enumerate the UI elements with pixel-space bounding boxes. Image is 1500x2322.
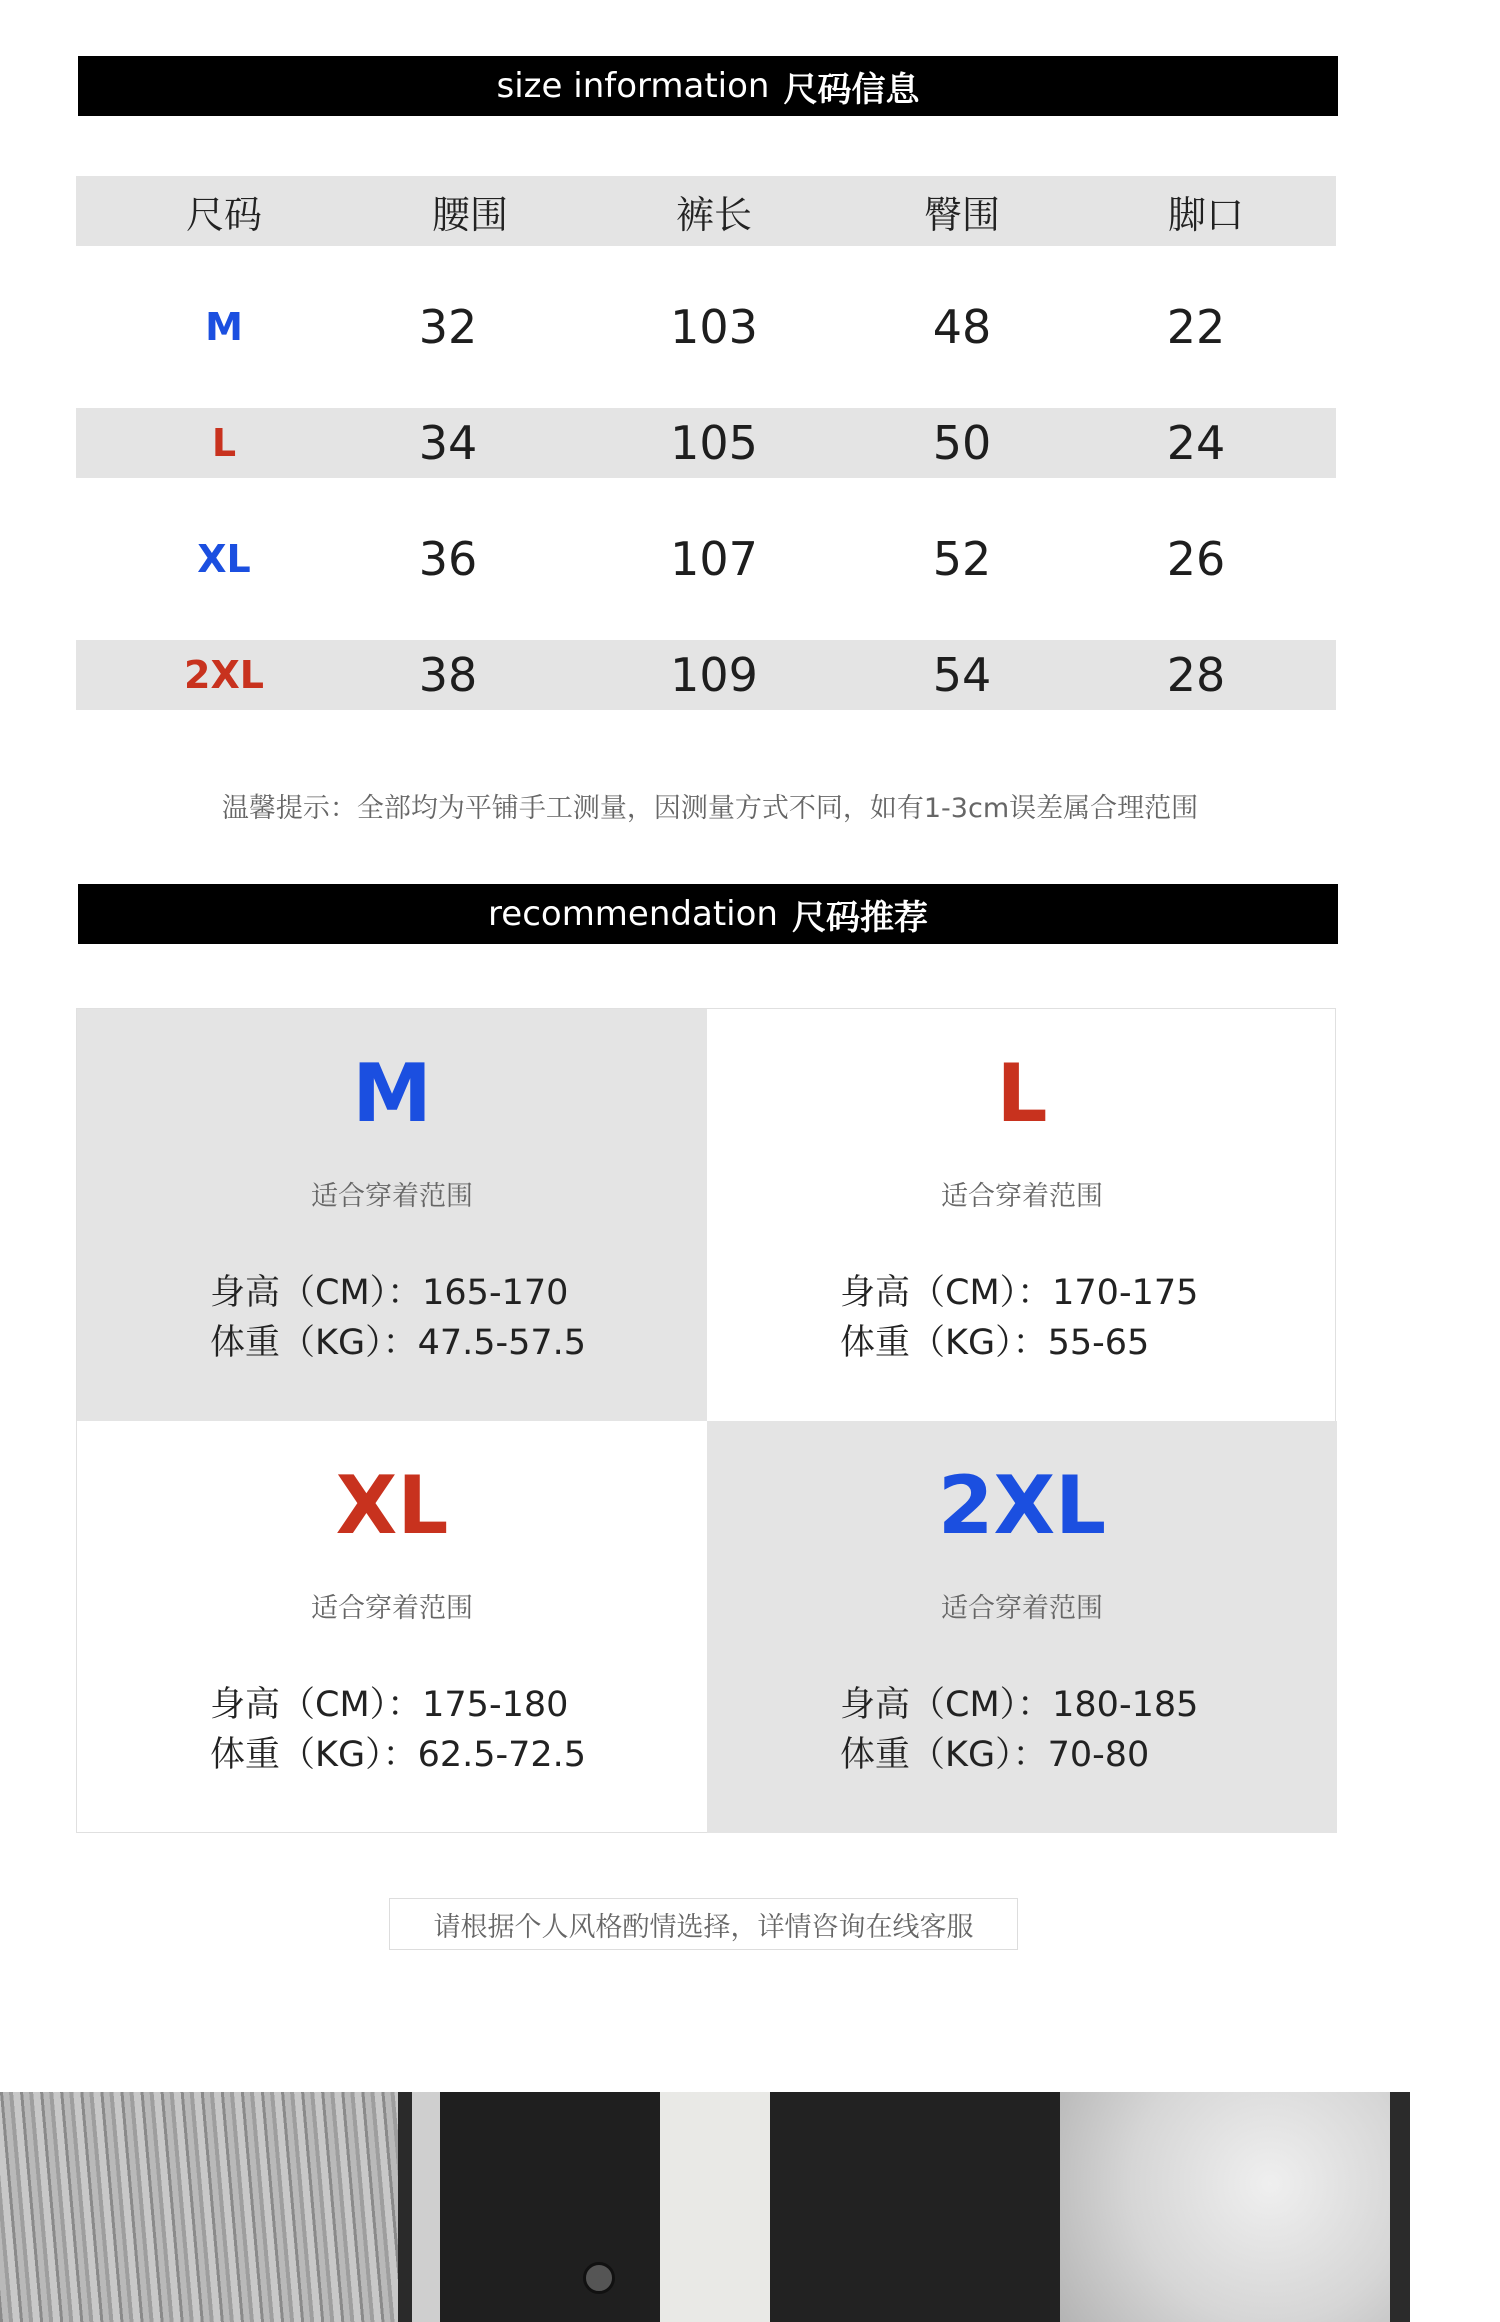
selection-note: 请根据个人风格酌情选择，详情咨询在线客服 [389,1898,1018,1950]
card-fit-caption: 适合穿着范围 [941,1181,1103,1212]
waist-value: 32 [418,300,478,354]
measurement-tip: 温馨提示：全部均为平铺手工测量，因测量方式不同，如有1-3cm误差属合理范围 [221,793,1199,824]
length-value: 105 [670,416,758,470]
waist-value: 38 [418,648,478,702]
recommendation-card-2xl [707,1421,1337,1833]
column-header-waist: 腰围 [431,192,509,237]
size-label-m: M [205,305,243,349]
column-header-leg-opening: 脚口 [1167,192,1245,237]
card-size-label: L [996,1047,1048,1140]
size-label-xl: XL [197,537,251,581]
column-header-hip: 臀围 [923,192,1001,237]
card-height-range: 身高（CM）：170-175 [840,1273,1199,1313]
recommendation-title-en: recommendation [488,894,778,934]
size-label-2xl: 2XL [184,653,264,697]
hip-value: 54 [932,648,992,702]
jacket-button [583,2262,615,2294]
card-size-label: XL [335,1459,449,1552]
length-value: 103 [670,300,758,354]
card-fit-caption: 适合穿着范围 [311,1181,473,1212]
table-row-xl [76,524,1336,594]
card-fit-caption: 适合穿着范围 [941,1593,1103,1624]
size-label-l: L [211,421,237,465]
leg-opening-value: 22 [1166,300,1226,354]
recommendation-title-cn: 尺码推荐 [791,897,928,938]
leg-opening-value: 24 [1166,416,1226,470]
recommendation-card-l [707,1009,1337,1421]
hip-value: 50 [932,416,992,470]
card-size-label: M [352,1047,432,1140]
leg-opening-value: 26 [1166,532,1226,586]
size-table-header-row [76,176,1336,246]
waist-value: 36 [418,532,478,586]
size-information-header [78,56,1338,116]
table-row-m [76,292,1336,362]
waist-value: 34 [418,416,478,470]
textured-wall [1060,2092,1410,2322]
size-information-title-cn: 尺码信息 [783,69,920,110]
hip-value: 48 [932,300,992,354]
leg-opening-value: 28 [1166,648,1226,702]
wood-artwork [0,2092,400,2322]
card-height-range: 身高（CM）：175-180 [210,1685,569,1725]
jacket-left-panel [440,2092,690,2322]
dark-edge [1390,2092,1410,2322]
table-row-l [76,408,1336,478]
card-size-label: 2XL [937,1459,1107,1552]
length-value: 109 [670,648,758,702]
recommendation-header [78,884,1338,944]
size-table [76,176,1336,710]
card-weight-range: 体重（KG）：70-80 [840,1735,1150,1775]
recommendation-grid [76,1008,1336,1833]
size-information-title-en: size information [496,66,770,106]
recommendation-card-m [77,1009,707,1421]
card-weight-range: 体重（KG）：47.5-57.5 [210,1323,587,1363]
artwork-frame [398,2092,412,2322]
table-row-2xl [76,640,1336,710]
jacket-right-panel [770,2092,1060,2322]
product-photo [0,2092,1410,2322]
card-height-range: 身高（CM）：180-185 [840,1685,1199,1725]
card-weight-range: 体重（KG）：55-65 [840,1323,1150,1363]
column-header-length: 裤长 [675,192,753,237]
hip-value: 52 [932,532,992,586]
card-weight-range: 体重（KG）：62.5-72.5 [210,1735,587,1775]
card-height-range: 身高（CM）：165-170 [210,1273,569,1313]
card-fit-caption: 适合穿着范围 [311,1593,473,1624]
length-value: 107 [670,532,758,586]
column-header-size: 尺码 [185,192,263,237]
recommendation-card-xl [77,1421,707,1833]
